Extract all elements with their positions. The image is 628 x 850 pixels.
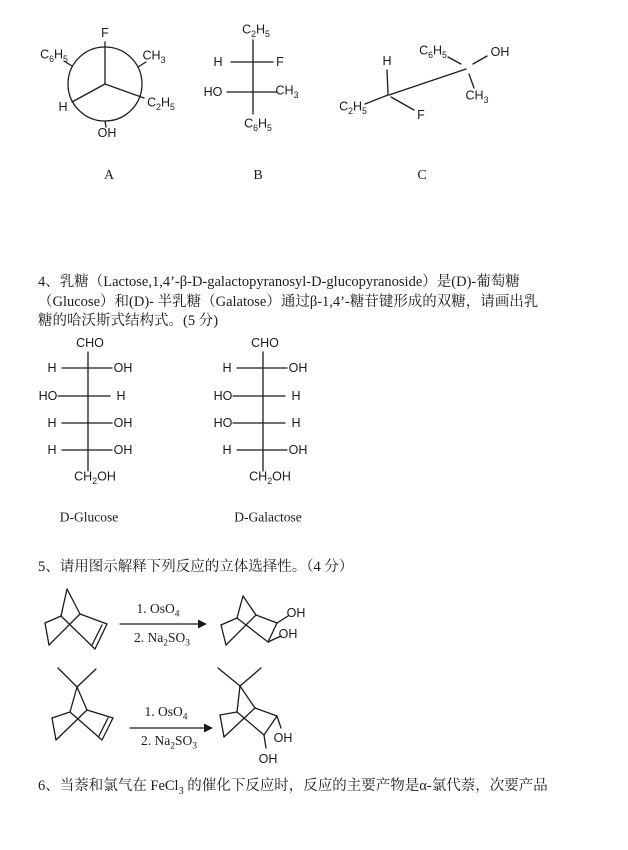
atom-label-left: H: [47, 415, 57, 430]
dimethylnorbornene-reactant-2: [40, 666, 125, 751]
question-5-line-1: 5、请用图示解释下列反应的立体选择性。（4 分）: [38, 559, 354, 575]
atom-label-left: HO: [213, 388, 233, 403]
caption-d-glucose: D-Glucose: [59, 509, 119, 525]
atom-label-right: H: [291, 415, 301, 430]
question-5: [38, 558, 618, 578]
atom-label-right: OH: [113, 360, 133, 375]
atom-label-ch2oh: $CH_2OH$: [249, 469, 291, 486]
fischer-d-glucose: [40, 336, 150, 481]
atom-label-cho: CHO: [76, 335, 104, 350]
atom-label-methyl: $CH_3$: [142, 48, 166, 65]
question-6: [38, 777, 618, 801]
atom-label-left: HO: [38, 388, 58, 403]
diol-product-1: [208, 589, 308, 657]
structure-label-a: A: [103, 168, 115, 183]
atom-label-ethyl: $C_2H_5$: [242, 22, 270, 39]
atom-label-phenyl: $C_6H_5$: [244, 116, 272, 133]
atom-label-ethyl: $C_2H_5$: [147, 95, 175, 112]
fischer-d-galactose: [215, 336, 325, 481]
atom-label-oh: OH: [278, 626, 298, 641]
atom-label-cho: CHO: [251, 335, 279, 350]
question-4-line-2: （Glucose）和(D)- 半乳糖（Galatose）通过β-1,4’-糖苷键形成的双糖，请画出乳: [38, 293, 539, 310]
question-4-line-3: 糖的哈沃斯式结构式。(5 分): [38, 313, 219, 329]
double-bond-inner: [99, 718, 108, 736]
structure-label-c: C: [417, 168, 427, 183]
reagent-step-1: 1. OsO$_4$: [136, 600, 180, 620]
question-6-line-1: 6、当萘和氯气在 FeCl$_3$ 的催化下反应时，反应的主要产物是α-氯代萘，次要产品: [38, 778, 548, 797]
caption-d-galactose: D-Galactose: [234, 509, 302, 525]
reaction-arrow-1: [118, 616, 213, 632]
atom-label-methyl: $CH_3$: [275, 83, 299, 100]
reagent-step-2: 2. $Na_2SO_3$: [134, 629, 190, 649]
atom-label-phenyl: $C_6H_5$: [40, 47, 68, 64]
bonds: [227, 40, 277, 114]
atom-label-h: H: [58, 99, 68, 114]
atom-label-oh: OH: [273, 730, 293, 745]
atom-label-right: OH: [113, 415, 133, 430]
bonds: [52, 668, 113, 740]
atom-label-phenyl: $C_6H_5$: [419, 43, 447, 60]
reagent-step-1: 1. OsO$_4$: [144, 703, 188, 723]
atom-label-ho: HO: [203, 84, 223, 99]
atom-label-left: H: [222, 442, 232, 457]
question-4-line-1: 4、乳糖（Lactose,1,4’-β-D-galactopyranosyl-D-glucopyranoside）是(D)-葡萄糖: [38, 274, 520, 290]
atom-label-left: HO: [213, 415, 233, 430]
atom-label-oh: OH: [97, 125, 117, 140]
atom-label-right: H: [291, 388, 301, 403]
atom-label-right: OH: [288, 360, 308, 375]
bonds: [58, 352, 112, 471]
structure-label-b: B: [253, 168, 263, 183]
atom-label-oh: OH: [258, 751, 278, 766]
question-4: [38, 273, 618, 332]
bonds: [64, 42, 146, 127]
atom-label-f: F: [101, 25, 109, 40]
double-bond-inner: [92, 625, 102, 645]
bonds: [45, 589, 107, 649]
arrowhead: [198, 620, 207, 629]
atom-label-methyl: $CH_3$: [465, 88, 489, 105]
atom-label-f: F: [276, 54, 284, 69]
atom-label-left: H: [222, 360, 232, 375]
atom-label-oh: OH: [490, 44, 510, 59]
atom-label-right: H: [116, 388, 126, 403]
atom-label-h: H: [213, 54, 223, 69]
sawhorse-projection-c: [335, 25, 525, 135]
bonds: [218, 668, 281, 748]
norbornene-reactant-1: [38, 585, 118, 657]
atom-label-left: H: [47, 442, 57, 457]
atom-label-ch2oh: $CH_2OH$: [74, 469, 116, 486]
atom-label-oh: OH: [286, 605, 306, 620]
atom-label-right: OH: [113, 442, 133, 457]
atom-label-ethyl: $C_2H_5$: [339, 99, 367, 116]
bonds: [233, 352, 287, 471]
atom-label-f: F: [417, 107, 425, 122]
atom-label-right: OH: [288, 442, 308, 457]
atom-label-left: H: [47, 360, 57, 375]
reagent-step-2: 2. $Na_2SO_3$: [141, 732, 197, 752]
atom-label-h: H: [382, 53, 392, 68]
